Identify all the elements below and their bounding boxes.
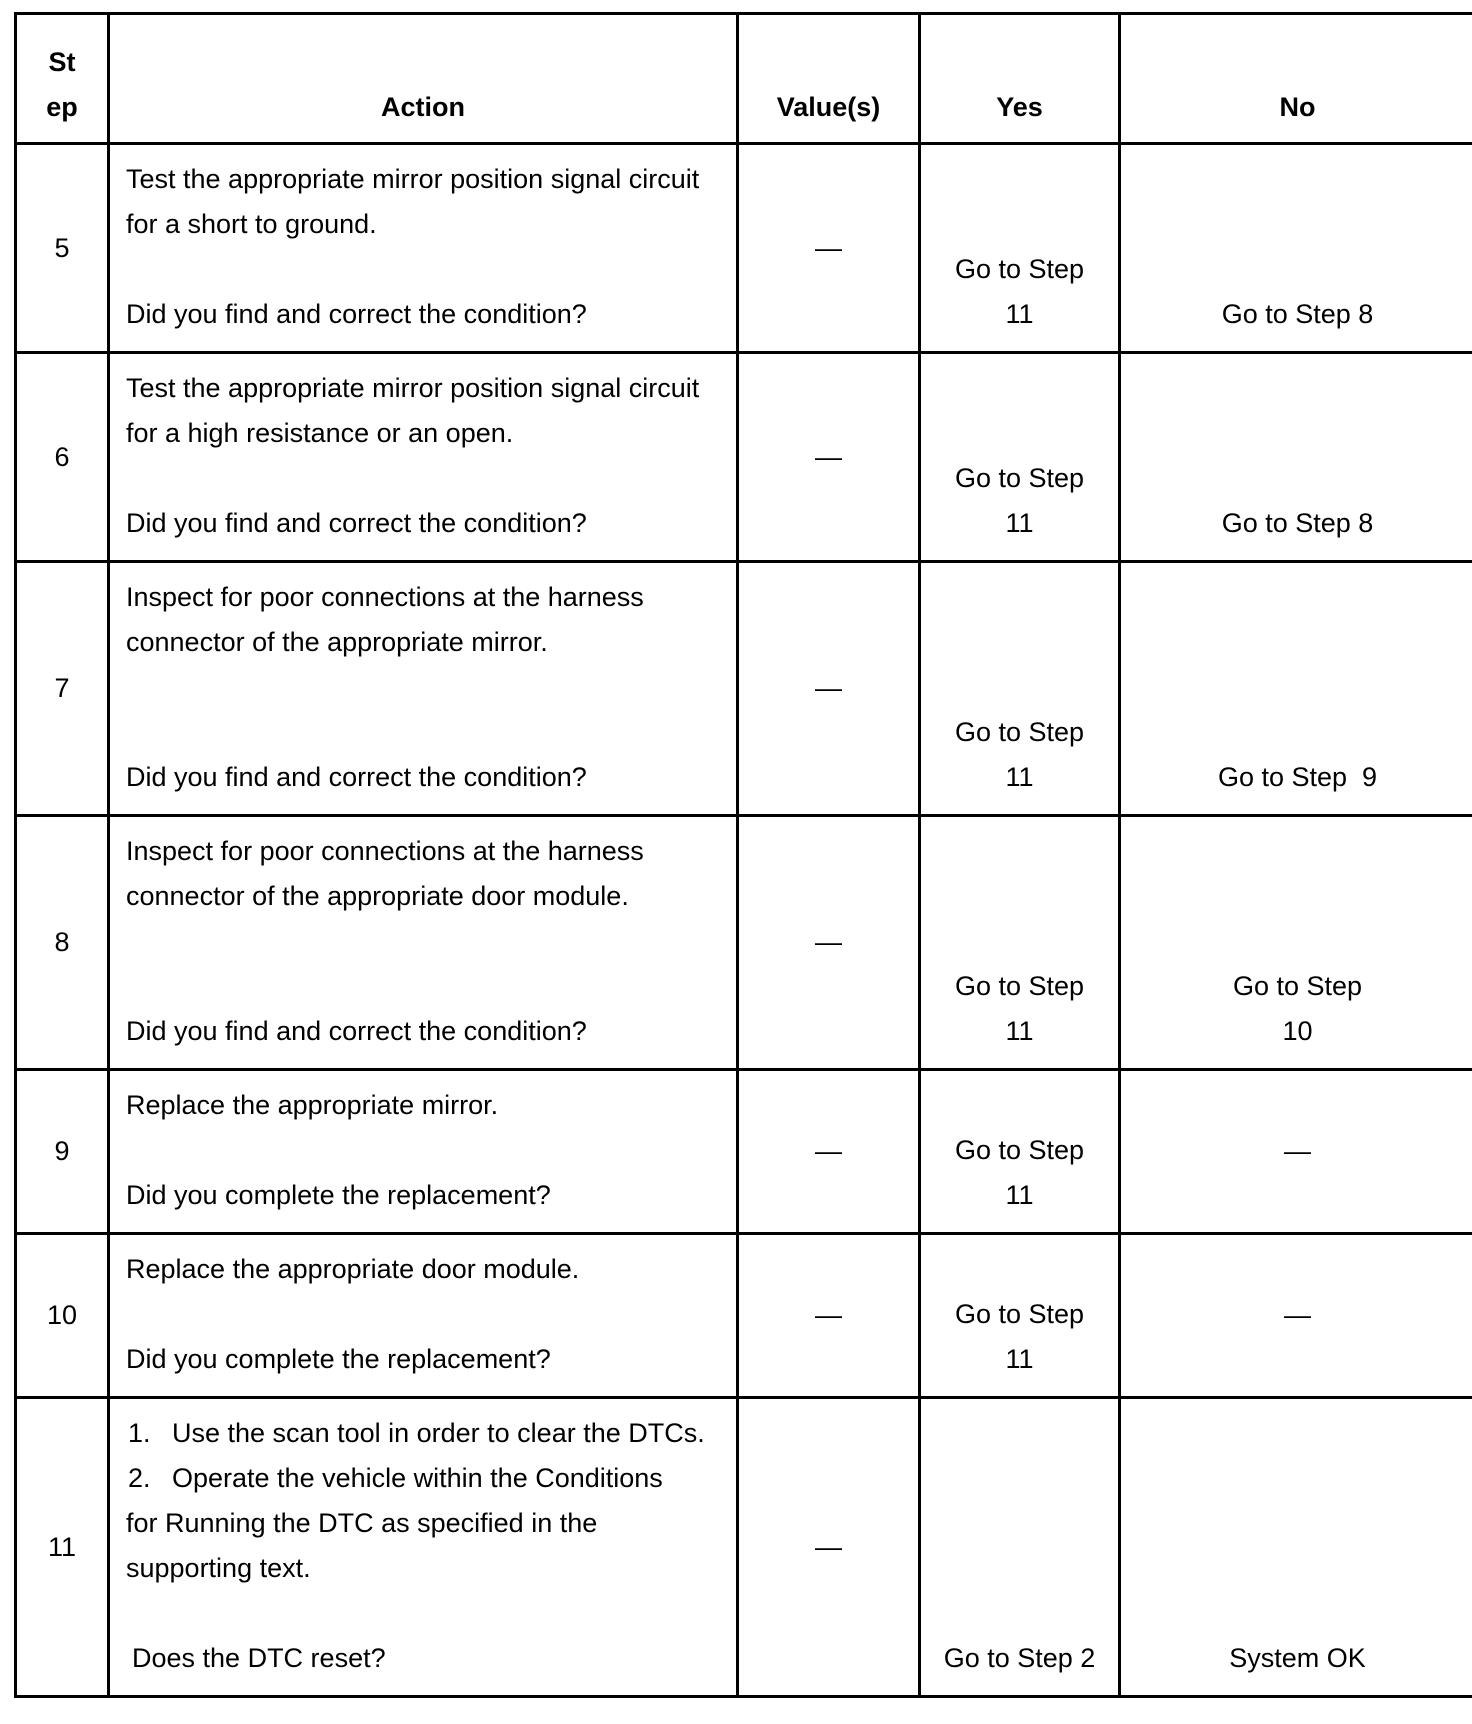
action-cell: Replace the appropriate door module. Did you complete the replacement? [109, 1234, 738, 1398]
no-cell: — [1120, 1070, 1472, 1234]
table-row [16, 1070, 1472, 1234]
header-yes: Yes [920, 14, 1120, 144]
header-row [16, 14, 1472, 144]
action-question: Did you find and correct the condition? [126, 1016, 587, 1046]
no-cell: System OK [1120, 1398, 1472, 1697]
action-question: Did you complete the replacement? [126, 1180, 551, 1210]
action-cell: 1. Use the scan tool in order to clear the DTCs. 2. Operate the vehicle within the Conditions for Running the DTC as specified in the supporting text. Does the DTC reset? [109, 1398, 738, 1697]
yes-cell: Go to Step 11 [920, 144, 1120, 353]
table-row [16, 562, 1472, 816]
step-number: 10 [16, 1234, 109, 1398]
step-number: 6 [16, 353, 109, 562]
yes-cell: Go to Step 11 [920, 1070, 1120, 1234]
table-row [16, 1234, 1472, 1398]
step-number: 5 [16, 144, 109, 353]
no-cell: Go to Step 8 [1120, 144, 1472, 353]
action-question: Did you find and correct the condition? [126, 762, 587, 792]
yes-cell: Go to Step 11 [920, 1234, 1120, 1398]
action-cell: Test the appropriate mirror position signal circuit for a short to ground. Did you find and correct the condition? [109, 144, 738, 353]
step-number: 11 [16, 1398, 109, 1697]
step-number: 7 [16, 562, 109, 816]
value-cell: — [738, 1398, 920, 1697]
action-cell: Test the appropriate mirror position signal circuit for a high resistance or an open. Did you find and correct the condition? [109, 353, 738, 562]
value-cell: — [738, 1234, 920, 1398]
table-row [16, 816, 1472, 1070]
action-question: Did you find and correct the condition? [126, 508, 587, 538]
value-cell: — [738, 1070, 920, 1234]
no-cell: Go to Step 9 [1120, 562, 1472, 816]
table-row [16, 353, 1472, 562]
table-row [16, 144, 1472, 353]
action-cell: Replace the appropriate mirror. Did you complete the replacement? [109, 1070, 738, 1234]
diagnostic-table [14, 12, 1472, 1698]
value-cell: — [738, 562, 920, 816]
step-number: 8 [16, 816, 109, 1070]
value-cell: — [738, 816, 920, 1070]
list-item: 1. Use the scan tool in order to clear the DTCs. [128, 1418, 705, 1448]
yes-cell: Go to Step 11 [920, 562, 1120, 816]
yes-cell: Go to Step 11 [920, 353, 1120, 562]
header-action: Action [109, 14, 738, 144]
yes-cell: Go to Step 2 [920, 1398, 1120, 1697]
list-item: 2. Operate the vehicle within the Conditions [128, 1463, 663, 1493]
yes-cell: Go to Step 11 [920, 816, 1120, 1070]
header-no: No [1120, 14, 1472, 144]
no-cell: Go to Step 8 [1120, 353, 1472, 562]
action-question: Did you find and correct the condition? [126, 299, 587, 329]
step-number: 9 [16, 1070, 109, 1234]
no-cell: — [1120, 1234, 1472, 1398]
action-cell: Inspect for poor connections at the harness connector of the appropriate mirror. Did you find and correct the condition? [109, 562, 738, 816]
header-values: Value(s) [738, 14, 920, 144]
header-step: St ep [16, 14, 109, 144]
action-question: Did you complete the replacement? [126, 1344, 551, 1374]
table-row [16, 1398, 1472, 1697]
value-cell: — [738, 144, 920, 353]
action-cell: Inspect for poor connections at the harness connector of the appropriate door module. Did you find and correct the condition? [109, 816, 738, 1070]
no-cell: Go to Step 10 [1120, 816, 1472, 1070]
value-cell: — [738, 353, 920, 562]
action-question: Does the DTC reset? [132, 1643, 386, 1673]
